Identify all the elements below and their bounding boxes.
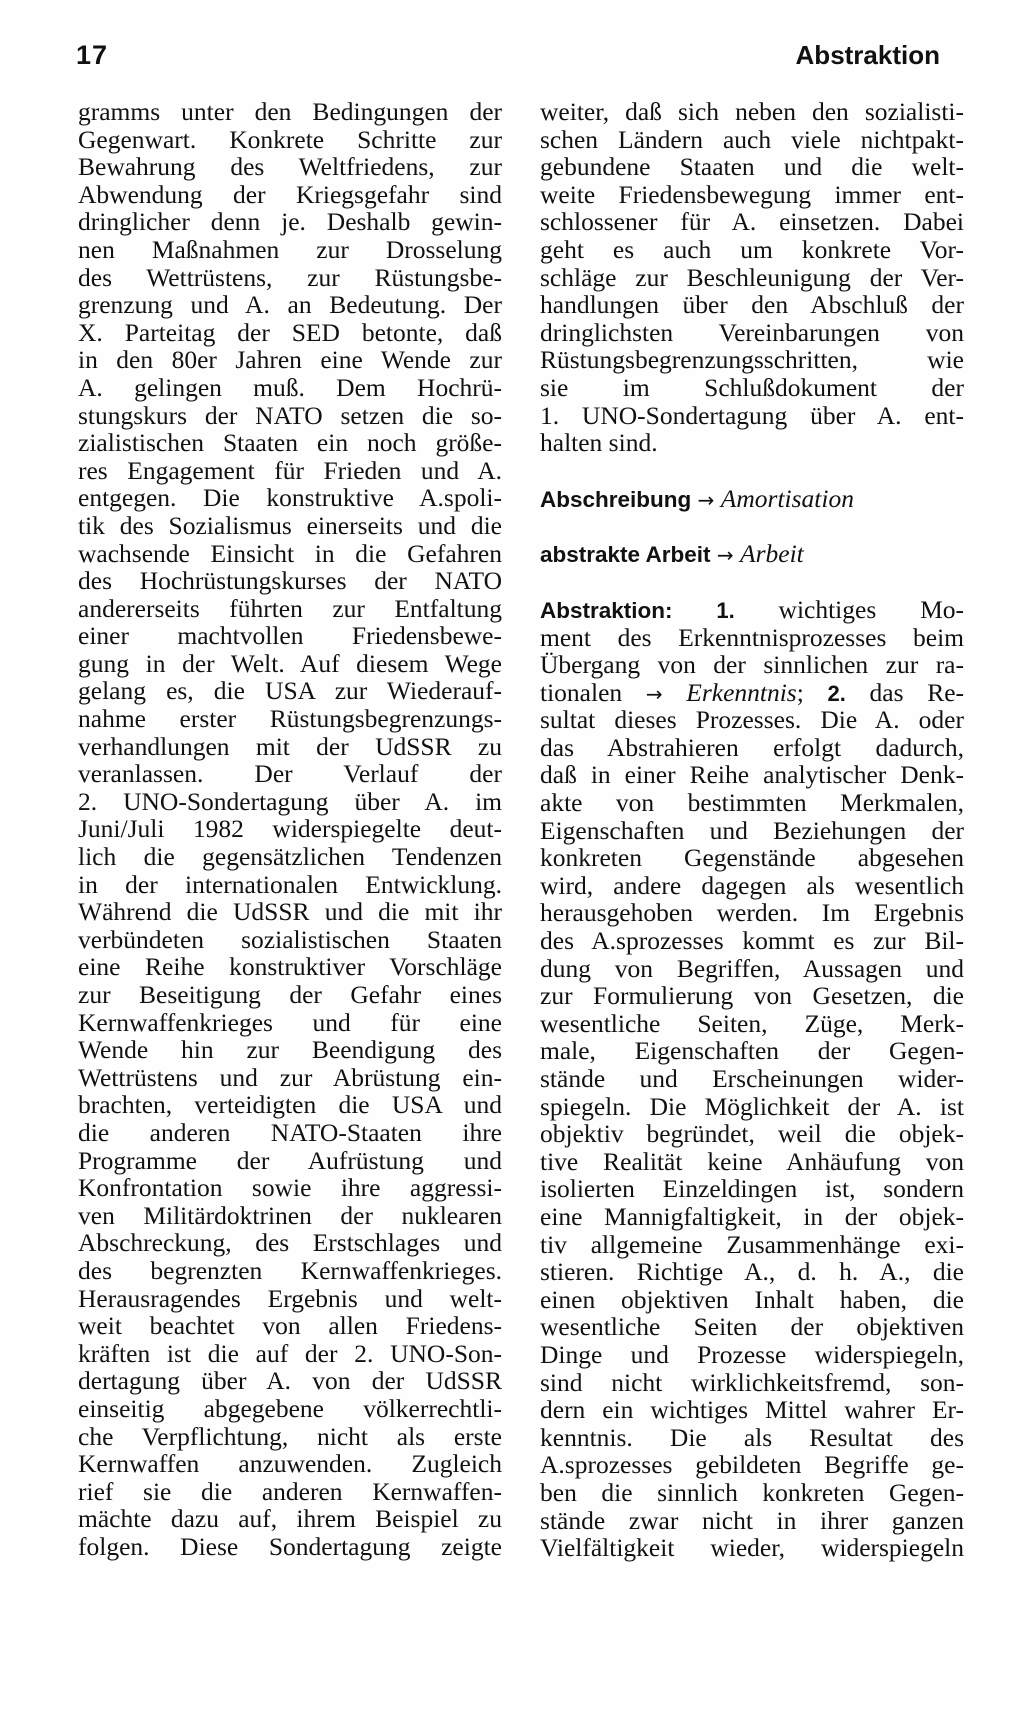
entry-line: zur Formulierung von Gesetzen, die bbox=[540, 981, 964, 1011]
entry-line: herausgehoben werden. Im Ergebnis bbox=[540, 898, 964, 928]
text-line: veranlassen. Der Verlauf der bbox=[78, 759, 502, 789]
text-line: geht es auch um konkrete Vor- bbox=[540, 234, 964, 264]
entry-line: objektiv begründet, weil die objek- bbox=[540, 1119, 964, 1149]
text-line: zur Beseitigung der Gefahr eines bbox=[78, 980, 502, 1009]
text-line: gung in der Welt. Auf diesem Wege bbox=[78, 648, 502, 678]
text-line: Konfrontation sowie ihre aggressi- bbox=[78, 1173, 502, 1203]
text-line: che Verpflichtung, nicht als erste bbox=[78, 1421, 502, 1451]
text-line: handlungen über den Abschluß der bbox=[540, 290, 964, 320]
text-line: Gegenwart. Konkrete Schritte zur bbox=[78, 124, 502, 154]
text-line: entgegen. Die konstruktive A.spoli- bbox=[78, 483, 502, 513]
entry-line: spiegeln. Die Möglichkeit der A. ist bbox=[540, 1091, 964, 1121]
text-line: A. gelingen muß. Dem Hochrü- bbox=[78, 372, 502, 402]
text-line: X. Parteitag der SED betonte, daß bbox=[78, 317, 502, 347]
text-line: schläge zur Beschleunigung der Ver- bbox=[540, 262, 964, 292]
text-line: des Hochrüstungskurses der NATO bbox=[78, 566, 502, 596]
text-line: gelang es, die USA zur Wiederauf- bbox=[78, 676, 502, 706]
text-line: Abwendung der Kriegsgefahr sind bbox=[78, 179, 502, 209]
running-head: Abstraktion bbox=[795, 40, 940, 70]
text-line: weiter, daß sich neben den sozialisti- bbox=[540, 97, 964, 126]
sense-number: 2. bbox=[827, 680, 846, 706]
entry-line: tiv allgemeine Zusammenhänge exi- bbox=[540, 1229, 964, 1259]
entry-line: wird, andere dagegen als wesentlich bbox=[540, 870, 964, 900]
entry-line: konkreten Gegenstände abgesehen bbox=[540, 843, 964, 873]
text-line: einer machtvollen Friedensbewe- bbox=[78, 621, 502, 651]
text-line: zialistischen Staaten ein noch größe- bbox=[78, 428, 502, 458]
text-line: dringlichsten Vereinbarungen von bbox=[540, 317, 964, 347]
text-line: Wettrüstens und zur Abrüstung ein- bbox=[78, 1062, 502, 1092]
entry-line bbox=[540, 679, 964, 707]
text-line: des begrenzten Kernwaffenkrieges. bbox=[78, 1255, 502, 1285]
entry-line: sultat dieses Prozesses. Die A. oder bbox=[540, 705, 964, 735]
entry-line: ment des Erkenntnisprozesses beim bbox=[540, 622, 964, 652]
text-line: Herausragendes Ergebnis und welt- bbox=[78, 1283, 502, 1313]
text-line: weite Friedensbewegung immer ent- bbox=[540, 179, 964, 209]
text-line: sie im Schlußdokument der bbox=[540, 372, 964, 402]
entry-line: wesentliche Seiten der objektiven bbox=[540, 1312, 964, 1342]
cross-reference-erkenntnis: Erkenntnis; bbox=[686, 677, 804, 707]
entry-text: wichtiges Mo- bbox=[778, 594, 964, 624]
entry-line: daß in einer Reihe analytischer Denk- bbox=[540, 760, 964, 790]
continued-paragraph bbox=[540, 98, 964, 457]
text-line: einseitig abgegebene völkerrechtli- bbox=[78, 1393, 502, 1423]
entry-text: das Re- bbox=[869, 677, 965, 707]
text-line: dringlicher denn je. Deshalb gewin- bbox=[78, 207, 502, 237]
entry-line: sind nicht wirklichkeitsfremd, son- bbox=[540, 1367, 964, 1397]
entry-line: Dinge und Prozesse widerspiegeln, bbox=[540, 1339, 964, 1369]
text-line: grenzung und A. an Bedeutung. Der bbox=[78, 290, 502, 320]
entry-text: tionalen bbox=[540, 677, 623, 707]
text-line: Juni/Juli 1982 widerspiegelte deut- bbox=[78, 814, 502, 844]
entry-line: Eigenschaften und Beziehungen der bbox=[540, 815, 964, 845]
headword-abschreibung: Abschreibung bbox=[540, 486, 692, 512]
entry-line: akte von bestimmten Merkmalen, bbox=[540, 788, 964, 818]
entry-line: A.sprozesses gebildeten Begriffe ge- bbox=[540, 1450, 964, 1480]
entry-line: kenntnis. Die als Resultat des bbox=[540, 1422, 964, 1452]
text-line: schen Ländern auch viele nichtpakt- bbox=[540, 124, 964, 154]
headword-abstrakte-arbeit: abstrakte Arbeit bbox=[540, 542, 711, 568]
entry-body bbox=[540, 706, 964, 1561]
entry-line: wesentliche Seiten, Züge, Merk- bbox=[540, 1008, 964, 1038]
text-line: 2. UNO-Sondertagung über A. im bbox=[78, 786, 502, 816]
entry-line: dern ein wichtiges Mittel wahrer Er- bbox=[540, 1395, 964, 1425]
text-line: lich die gegensätzlichen Tendenzen bbox=[78, 842, 502, 872]
entry-line: dung von Begriffen, Aussagen und bbox=[540, 953, 964, 983]
text-line: in den 80er Jahren eine Wende zur bbox=[78, 345, 502, 375]
text-line: kräften ist die auf der 2. UNO-Son- bbox=[78, 1338, 502, 1368]
entry-line: stieren. Richtige A., d. h. A., die bbox=[540, 1257, 964, 1287]
text-line: rief sie die anderen Kernwaffen- bbox=[78, 1476, 502, 1506]
text-line: weit beachtet von allen Friedens- bbox=[78, 1311, 502, 1341]
entry-line: Übergang von der sinnlichen zur ra- bbox=[540, 650, 964, 680]
text-line: Bewahrung des Weltfriedens, zur bbox=[78, 152, 502, 182]
text-line: Kernwaffenkrieges und für eine bbox=[78, 1007, 502, 1037]
entry-line bbox=[540, 596, 964, 624]
text-line: wachsende Einsicht in die Gefahren bbox=[78, 538, 502, 568]
text-line: Rüstungsbegrenzungsschritten, wie bbox=[540, 345, 964, 375]
entry-abschreibung bbox=[540, 485, 964, 513]
text-line: gramms unter den Bedingungen der bbox=[78, 97, 502, 126]
text-line: Wende hin zur Beendigung des bbox=[78, 1035, 502, 1065]
text-line: eine Reihe konstruktiver Vorschläge bbox=[78, 952, 502, 982]
text-line: in der internationalen Entwicklung. bbox=[78, 869, 502, 899]
text-line: gebundene Staaten und die welt- bbox=[540, 152, 964, 182]
text-line: folgen. Diese Sondertagung zeigte bbox=[78, 1531, 502, 1561]
text-line: tik des Sozialismus einerseits und die bbox=[78, 510, 502, 540]
entry-line: isolierten Einzeldingen ist, sondern bbox=[540, 1174, 964, 1204]
entry-line: des A.sprozesses kommt es zur Bil- bbox=[540, 926, 964, 956]
entry-abstraktion bbox=[540, 596, 964, 1562]
entry-line: Vielfältigkeit wieder, widerspiegeln bbox=[540, 1533, 964, 1563]
text-line: Programme der Aufrüstung und bbox=[78, 1145, 502, 1175]
text-line: des Wettrüstens, zur Rüstungsbe- bbox=[78, 262, 502, 292]
entry-line: eine Mannigfaltigkeit, in der objek- bbox=[540, 1201, 964, 1231]
right-column bbox=[540, 98, 964, 1562]
entry-line: ben die sinnlich konkreten Gegen- bbox=[540, 1477, 964, 1507]
page-number: 17 bbox=[76, 40, 109, 70]
left-column bbox=[78, 98, 502, 1560]
entry-line: das Abstrahieren erfolgt dadurch, bbox=[540, 732, 964, 762]
text-line: dertagung über A. von der UdSSR bbox=[78, 1366, 502, 1396]
text-line: verhandlungen mit der UdSSR zu bbox=[78, 731, 502, 761]
text-line: andererseits führten zur Entfaltung bbox=[78, 593, 502, 623]
text-line: Abschreckung, des Erstschlages und bbox=[78, 1228, 502, 1258]
cross-reference-amortisation: Amortisation bbox=[720, 483, 854, 513]
text-line: Während die UdSSR und die mit ihr bbox=[78, 897, 502, 927]
entry-line: stände und Erscheinungen wider- bbox=[540, 1064, 964, 1093]
text-line: halten sind. bbox=[540, 428, 658, 458]
entry-line: stände zwar nicht in ihrer ganzen bbox=[540, 1505, 964, 1535]
sense-number: 1. bbox=[716, 597, 735, 623]
headword-abstraktion: Abstraktion: bbox=[540, 597, 673, 623]
text-line: nahme erster Rüstungsbegrenzungs- bbox=[78, 704, 502, 734]
text-line: mächte dazu auf, ihrem Beispiel zu bbox=[78, 1504, 502, 1534]
text-line: nen Maßnahmen zur Drosselung bbox=[78, 234, 502, 264]
text-line: stungskurs der NATO setzen die so- bbox=[78, 400, 502, 430]
text-line: ven Militärdoktrinen der nuklearen bbox=[78, 1200, 502, 1230]
arrow-icon: → bbox=[697, 487, 715, 512]
cross-reference-arbeit: Arbeit bbox=[740, 539, 804, 569]
text-line: schlossener für A. einsetzen. Dabei bbox=[540, 207, 964, 237]
text-line: brachten, verteidigten die USA und bbox=[78, 1090, 502, 1120]
text-line: verbündeten sozialistischen Staaten bbox=[78, 924, 502, 954]
text-line: 1. UNO-Sondertagung über A. ent- bbox=[540, 400, 964, 430]
text-line: die anderen NATO-Staaten ihre bbox=[78, 1117, 502, 1147]
entry-abstrakte-arbeit bbox=[540, 540, 964, 568]
arrow-icon: → bbox=[645, 681, 663, 706]
text-line: Kernwaffen anzuwenden. Zugleich bbox=[78, 1449, 502, 1479]
entry-line: male, Eigenschaften der Gegen- bbox=[540, 1036, 964, 1066]
entry-line: einen objektiven Inhalt haben, die bbox=[540, 1284, 964, 1314]
text-line: res Engagement für Frieden und A. bbox=[78, 455, 502, 485]
entry-line: tive Realität keine Anhäufung von bbox=[540, 1146, 964, 1176]
arrow-icon: → bbox=[716, 543, 734, 568]
